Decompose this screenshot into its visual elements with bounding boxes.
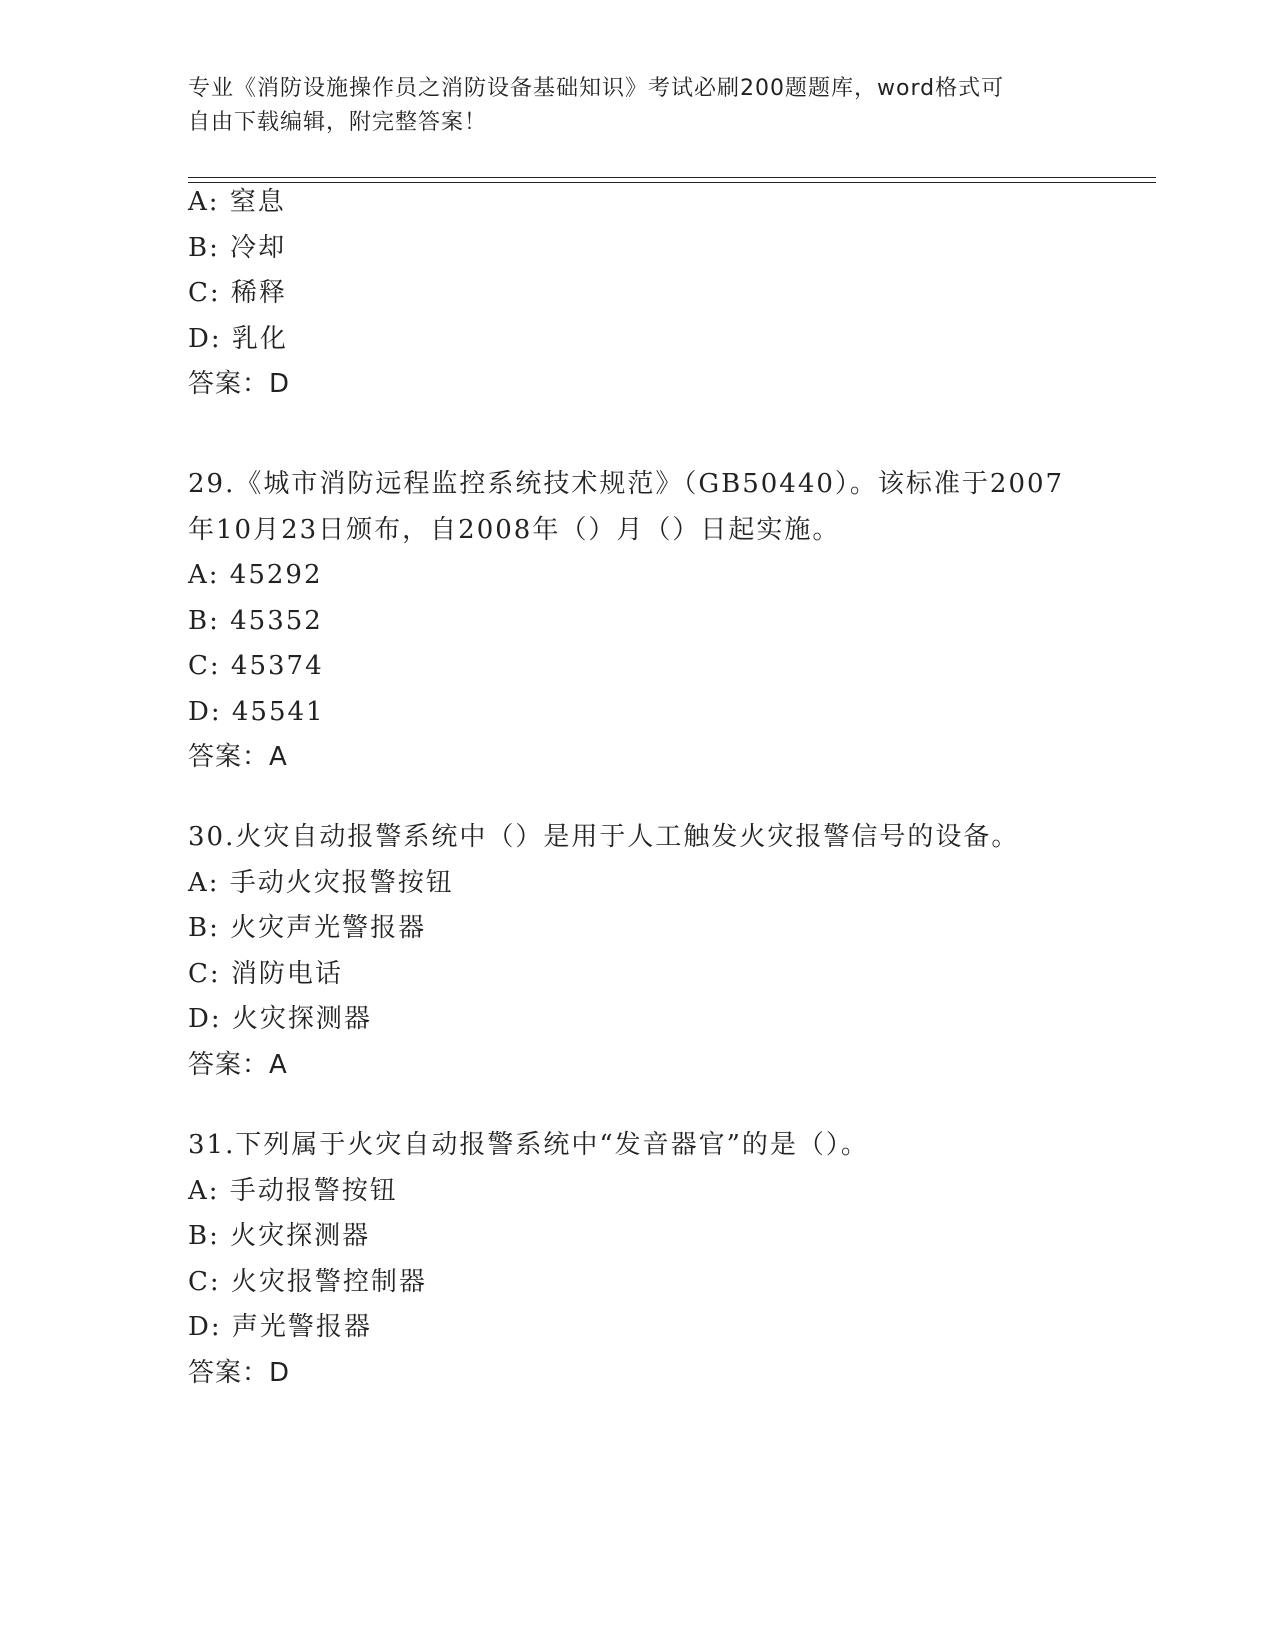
option-d: D: 乳化	[188, 323, 288, 354]
option-b: B: 火灾声光警报器	[188, 913, 427, 943]
option-c: C: 火灾报警控制器	[188, 1266, 427, 1297]
question-text-line-2: 年10月23日颁布，自2008年（）月（）日起实施。	[188, 514, 841, 545]
header-divider-top	[188, 177, 1156, 178]
answer: 答案：D	[188, 369, 291, 399]
question-text-line-1: 29.《城市消防远程监控系统技术规范》（GB50440）。该标准于2007	[188, 469, 1065, 499]
option-d: D: 45541	[188, 696, 325, 727]
option-c: C: 消防电话	[188, 958, 343, 989]
option-a: A: 45292	[188, 560, 323, 590]
answer: 答案：D	[188, 1357, 291, 1388]
question-text-line-1: 31.下列属于火灾自动报警系统中“发音器官”的是（）。	[188, 1130, 869, 1160]
question-31	[188, 1123, 1088, 1396]
document-header	[188, 72, 1068, 140]
option-d: D: 声光警报器	[188, 1312, 372, 1342]
option-a: A: 手动报警按钮	[188, 1175, 398, 1206]
answer: 答案：A	[188, 1049, 288, 1080]
header-line-2: 自由下载编辑，附完整答案！	[188, 110, 488, 135]
option-c: C: 45374	[188, 651, 324, 681]
question-28	[188, 180, 1088, 408]
question-29	[188, 462, 1088, 781]
question-30	[188, 815, 1088, 1088]
answer: 答案：A	[188, 742, 288, 772]
header-line-1: 专业《消防设施操作员之消防设备基础知识》考试必刷200题题库，word格式可	[188, 76, 1005, 101]
option-b: B: 火灾探测器	[188, 1221, 371, 1251]
option-a: A: 窒息	[188, 187, 286, 217]
option-b: B: 45352	[188, 605, 323, 636]
option-c: C: 稀释	[188, 278, 287, 308]
option-b: B: 冷却	[188, 232, 287, 263]
question-text-line-1: 30.火灾自动报警系统中（）是用于人工触发火灾报警信号的设备。	[188, 822, 1020, 852]
option-a: A: 手动火灾报警按钮	[188, 867, 454, 898]
option-d: D: 火灾探测器	[188, 1004, 372, 1034]
